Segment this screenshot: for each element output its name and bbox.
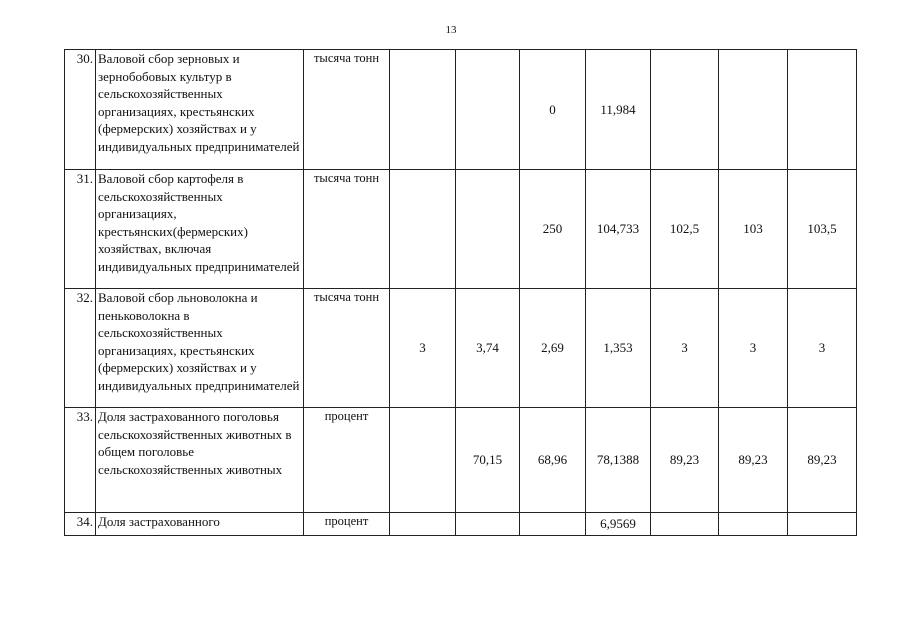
value-cell: 250 [520, 170, 586, 289]
value-cell: 78,1388 [586, 408, 651, 513]
value-cell: 103,5 [788, 170, 857, 289]
unit-cell: процент [304, 408, 390, 513]
value-cell: 3 [719, 289, 788, 408]
row-number: 31. [65, 170, 96, 289]
value-cell: 89,23 [788, 408, 857, 513]
value-cell: 102,5 [651, 170, 719, 289]
indicator-name: Валовой сбор зерновых и зернобобовых культур в сельскохозяйственных организациях, крестьянских (фермерских) хозяйствах и у индивидуальных предпринимателей [96, 50, 304, 170]
value-cell: 3 [651, 289, 719, 408]
value-cell: 70,15 [456, 408, 520, 513]
value-cell [788, 513, 857, 536]
indicators-table [64, 49, 857, 536]
indicator-name: Валовой сбор картофеля в сельскохозяйственных организациях, крестьянских(фермерских) хозяйствах, включая индивидуальных предпринимателей [96, 170, 304, 289]
row-number: 30. [65, 50, 96, 170]
value-cell [390, 170, 456, 289]
row-number: 32. [65, 289, 96, 408]
table-row [65, 513, 857, 536]
value-cell: 6,9569 [586, 513, 651, 536]
value-cell: 11,984 [586, 50, 651, 170]
value-cell [390, 408, 456, 513]
value-cell: 3 [788, 289, 857, 408]
table-row [65, 170, 857, 289]
value-cell [390, 513, 456, 536]
value-cell: 3 [390, 289, 456, 408]
value-cell: 1,353 [586, 289, 651, 408]
value-cell [456, 170, 520, 289]
value-cell: 3,74 [456, 289, 520, 408]
value-cell [719, 50, 788, 170]
value-cell: 103 [719, 170, 788, 289]
value-cell [651, 50, 719, 170]
table-row [65, 289, 857, 408]
value-cell [456, 50, 520, 170]
row-number: 33. [65, 408, 96, 513]
value-cell: 89,23 [719, 408, 788, 513]
indicator-name: Доля застрахованного поголовья сельскохозяйственных животных в общем поголовье сельскохозяйственных животных [96, 408, 304, 513]
unit-cell: тысяча тонн [304, 170, 390, 289]
value-cell: 104,733 [586, 170, 651, 289]
row-number: 34. [65, 513, 96, 536]
value-cell [719, 513, 788, 536]
value-cell: 68,96 [520, 408, 586, 513]
value-cell [788, 50, 857, 170]
value-cell: 2,69 [520, 289, 586, 408]
page-number: 13 [445, 24, 457, 36]
value-cell: 0 [520, 50, 586, 170]
unit-cell: тысяча тонн [304, 289, 390, 408]
value-cell [390, 50, 456, 170]
table-row [65, 408, 857, 513]
value-cell: 89,23 [651, 408, 719, 513]
table-row [65, 50, 857, 170]
unit-cell: тысяча тонн [304, 50, 390, 170]
value-cell [520, 513, 586, 536]
unit-cell: процент [304, 513, 390, 536]
indicator-name: Доля застрахованного [96, 513, 304, 536]
value-cell [456, 513, 520, 536]
indicator-name: Валовой сбор льноволокна и пеньковолокна в сельскохозяйственных организациях, крестьянских (фермерских) хозяйствах и у индивидуальных предпринимателей [96, 289, 304, 408]
value-cell [651, 513, 719, 536]
